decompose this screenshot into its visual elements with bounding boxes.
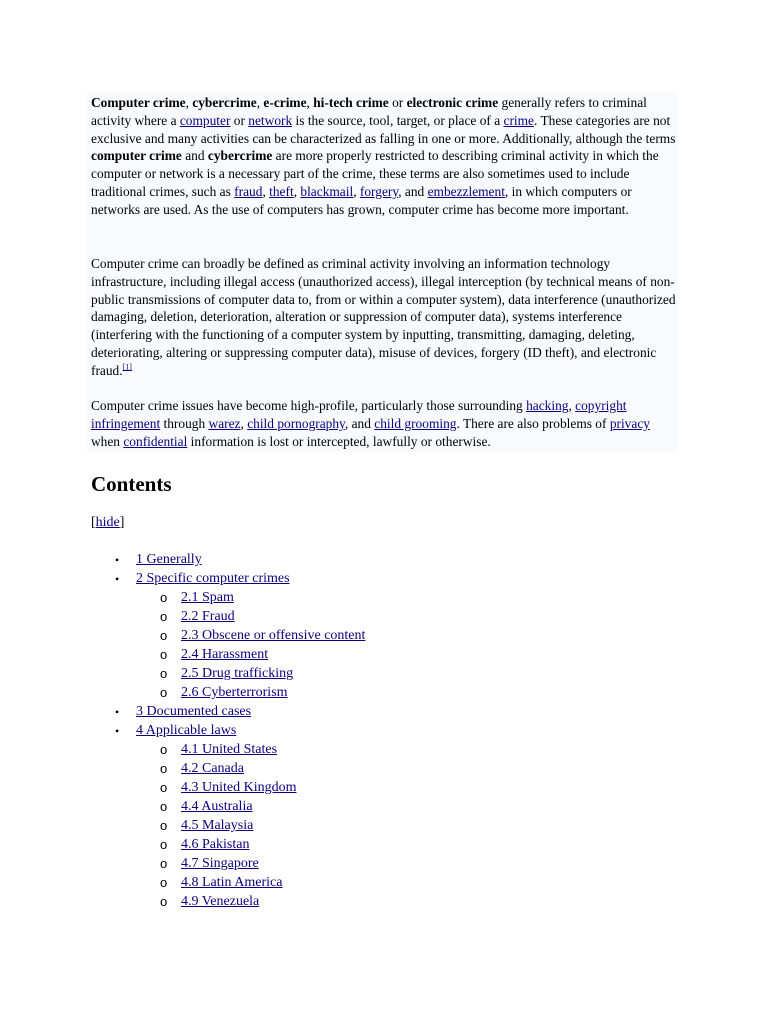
text-span: generally refers to criminal activity where a [91,95,647,128]
bullet-dot-icon: • [115,572,120,586]
toc-subitem[interactable]: 2.5 Drug trafficking [181,666,294,681]
term-cybercrime: cybercrime [192,95,257,110]
text-span: through [160,415,209,431]
term-cybercrime-2: cybercrime [207,148,273,164]
text-span: . There are also problems of [456,415,610,431]
bullet-circle-icon: o [160,609,168,624]
toc-item[interactable]: 1 Generally [136,552,202,567]
term-electronic-crime: electronic crime [406,95,499,110]
bullet-circle-icon: o [160,761,168,776]
toc-subitem[interactable]: 4.8 Latin America [181,875,283,890]
link-computer[interactable]: computer [179,112,231,128]
bullet-circle-icon: o [160,647,168,662]
intro-paragraph-1 [91,94,681,219]
link-forgery[interactable]: forgery [359,183,399,199]
text-span: , [185,95,193,110]
text-span: when [91,433,124,449]
term-computer-crime-2: computer crime [91,148,182,164]
toc-subitem[interactable]: 4.7 Singapore [181,856,259,871]
bullet-circle-icon: o [160,685,168,700]
intro-paragraph-2 [91,255,681,380]
bullet-circle-icon: o [160,818,168,833]
link-fraud[interactable]: fraud [234,183,263,199]
text-span: , [293,183,301,199]
text-span: Computer crime issues have become high-profile, particularly those surrounding [91,398,527,413]
bullet-circle-icon: o [160,780,168,795]
toc-subitem[interactable]: 2.3 Obscene or offensive content [181,628,366,643]
link-theft[interactable]: theft [269,183,294,199]
toc-subitem[interactable]: 4.2 Canada [181,761,244,776]
link-copyright-infringement[interactable]: copyright infringement [91,398,627,431]
text-span: . These categories are not exclusive and many activities can be characterized as falling in one or more. Additionally, although the terms [91,112,676,146]
term-hi-tech-crime: hi-tech crime [313,95,389,110]
bullet-dot-icon: • [115,724,120,738]
toc-subitem[interactable]: 4.1 United States [181,742,278,757]
text-span: , in which computers or networks are used. As the use of computers has grown, computer crime has become more important. [91,183,632,217]
term-e-crime: e-crime [263,95,307,110]
text-span: information is lost or intercepted, lawfully or otherwise. [187,433,491,449]
hide-toc-link[interactable]: hide [95,515,120,530]
text-span: , and [344,415,375,431]
toc-toggle [91,514,124,532]
contents-heading: Contents [91,472,172,496]
bullet-circle-icon: o [160,628,168,643]
toc-subitem[interactable]: 4.3 United Kingdom [181,780,297,795]
toc-subitem[interactable]: 2.1 Spam [181,590,234,605]
toc-subitem[interactable]: 2.6 Cyberterrorism [181,685,288,700]
citation-link[interactable]: [1] [122,362,132,372]
link-blackmail[interactable]: blackmail [300,183,354,199]
bullet-dot-icon: • [115,705,120,719]
text-span: is the source, tool, target, or place of a [292,112,504,128]
text-span: are more properly restricted to describing criminal activity in which the computer or network is a necessary part of the crime, these terms are also sometimes used to include traditional crimes, such as [91,148,659,199]
link-child-pornography[interactable]: child pornography [247,415,345,431]
toc-subitem[interactable]: 4.5 Malaysia [181,818,254,833]
bullet-circle-icon: o [160,856,168,871]
text-span: , [568,398,576,413]
link-confidential[interactable]: confidential [123,433,188,449]
text-span: , [256,95,264,110]
toc-subitem[interactable]: 4.9 Venezuela [181,894,260,909]
bullet-dot-icon: • [115,553,120,567]
bullet-circle-icon: o [160,590,168,605]
toc-subitem[interactable]: 2.4 Harassment [181,647,269,662]
text-span: , [353,183,360,199]
link-network[interactable]: network [248,112,293,128]
toc-item[interactable]: 2 Specific computer crimes [136,571,290,586]
toc-item[interactable]: 3 Documented cases [136,704,252,719]
toc-subitem[interactable]: 2.2 Fraud [181,609,235,624]
bullet-circle-icon: o [160,666,168,681]
text-span: , and [398,183,428,199]
intro-paragraph-3 [91,397,681,450]
text-span: , [306,95,314,110]
toc-subitem[interactable]: 4.4 Australia [181,799,253,814]
link-child-grooming[interactable]: child grooming [374,415,457,431]
text-span: , [262,183,270,199]
text-span: and [181,148,208,164]
bullet-circle-icon: o [160,837,168,852]
text-span: or [230,112,249,128]
link-hacking[interactable]: hacking [526,398,569,413]
link-crime[interactable]: crime [503,112,534,128]
bullet-circle-icon: o [160,875,168,890]
toc-subitem[interactable]: 4.6 Pakistan [181,837,250,852]
link-embezzlement[interactable]: embezzlement [427,183,505,199]
link-warez[interactable]: warez [208,415,241,431]
bracket-open: [ [91,515,96,530]
bracket-close: ] [119,515,125,530]
text-span: or [388,95,407,110]
link-privacy[interactable]: privacy [609,415,650,431]
bullet-circle-icon: o [160,742,168,757]
toc-item[interactable]: 4 Applicable laws [136,723,237,738]
text-span: , [240,415,248,431]
bullet-circle-icon: o [160,894,168,909]
term-computer-crime: Computer crime [91,95,186,110]
bullet-circle-icon: o [160,799,168,814]
text-span: Computer crime can broadly be defined as criminal activity involving an information technology infrastructure, including illegal access (unauthorized access), illegal interception (by technical means of non-public transmissions of computer data to, from or within a computer system), data interference (unauthorized damaging, deletion, deterioration, alteration or suppression of computer data), systems interference (interfering with the functioning of a computer system by inputting, transmitting, damaging, deleting, deteriorating, altering or suppressing computer data), misuse of devices, forgery (ID theft), and electronic fraud. [91,256,676,378]
